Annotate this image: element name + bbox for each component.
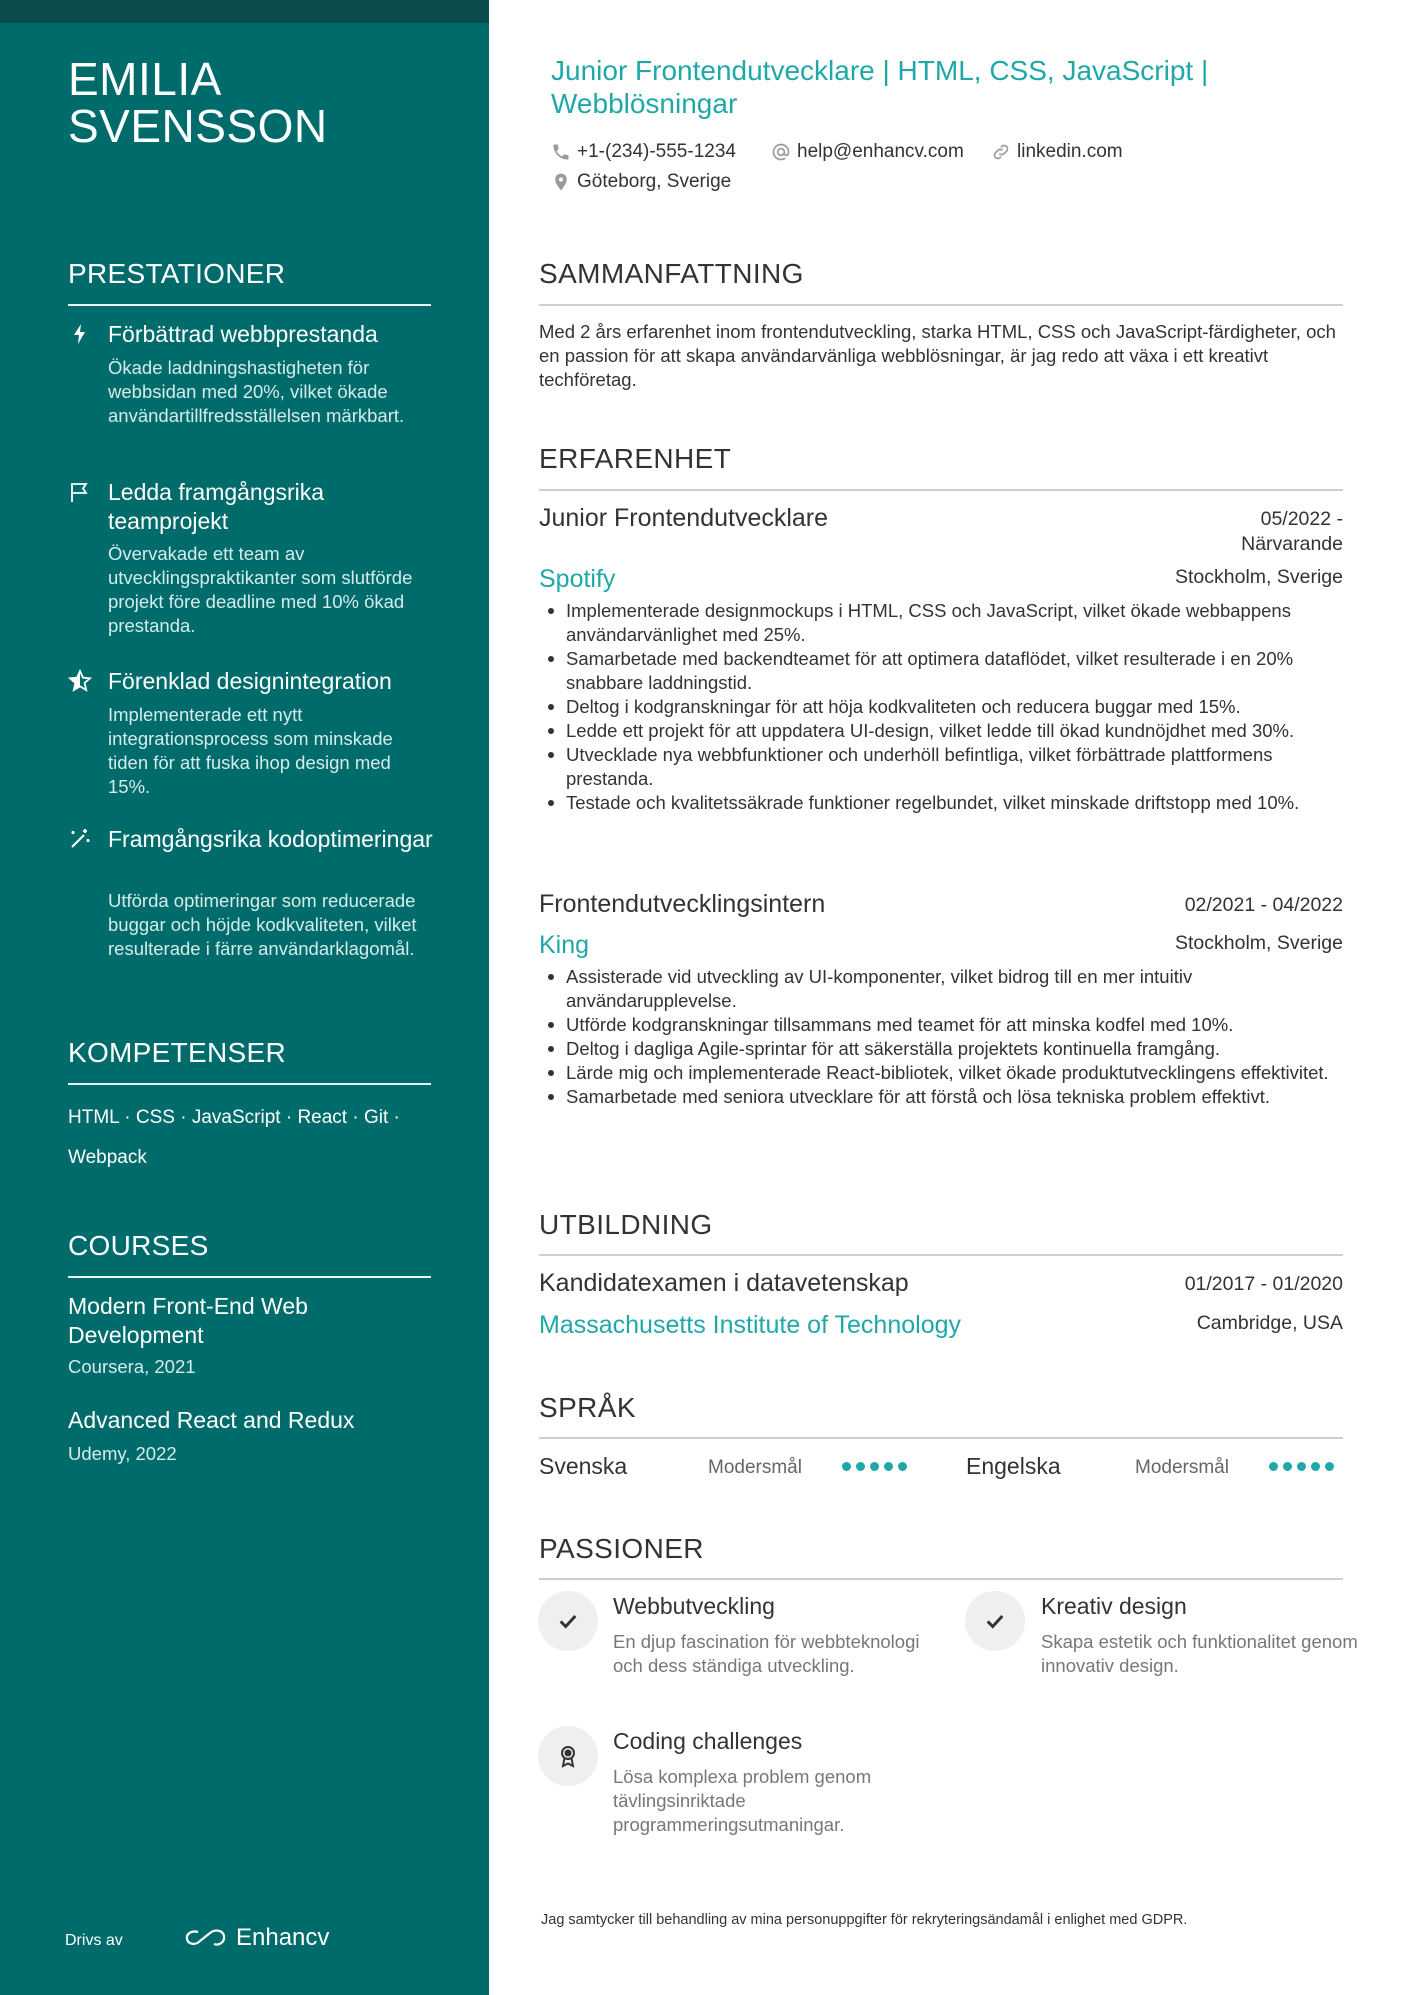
job-bullet: Lärde mig och implementerade React-bibliotek, vilket ökade produktutvecklingens effektivitet. — [566, 1061, 1346, 1085]
language-dot — [856, 1462, 865, 1471]
job-dates-end: Närvarande — [1241, 533, 1343, 555]
passion-desc: En djup fascination för webbteknologi och dess ständiga utveckling. — [613, 1631, 920, 1676]
headline: Junior Frontendutvecklare | HTML, CSS, JavaScript | Webblösningar — [551, 55, 1209, 119]
courses-title: COURSES — [68, 1230, 209, 1261]
linkedin-text: linkedin.com — [1017, 141, 1123, 162]
job-dates — [1241, 507, 1343, 557]
language-dot — [842, 1462, 851, 1471]
check-icon — [984, 1610, 1006, 1632]
skills-title: KOMPETENSER — [68, 1037, 287, 1068]
language-level: Modersmål — [708, 1457, 802, 1478]
check-icon — [557, 1610, 579, 1632]
passion-title: Coding challenges — [613, 1728, 803, 1754]
job-bullet: Assisterade vid utveckling av UI-komponenter, vilket bidrog till en mer intuitiv användarupplevelse. — [566, 965, 1346, 1013]
enhancv-logo[interactable] — [184, 1924, 329, 1952]
sidebar-top-bar — [0, 0, 489, 23]
course-meta: Udemy, 2022 — [68, 1443, 177, 1464]
job-location: Stockholm, Sverige — [1175, 566, 1343, 588]
education-dates: 01/2017 - 01/2020 — [1184, 1273, 1343, 1295]
languages-divider — [539, 1437, 1343, 1439]
language-dot — [884, 1462, 893, 1471]
job-bullet: Utförde kodgranskningar tillsammans med teamet för att minska kodfel med 10%. — [566, 1013, 1346, 1037]
candidate-name: EMILIA SVENSSON — [68, 53, 328, 153]
phone-text: +1-(234)-555-1234 — [577, 141, 736, 162]
language-dot — [1283, 1462, 1292, 1471]
achievements-title: PRESTATIONER — [68, 258, 286, 289]
summary-text: Med 2 års erfarenhet inom frontendutveckling, starka HTML, CSS och JavaScript-färdigheter, och en passion för att skapa användarvänliga webblösningar, är jag redo att växa i ett kreativt techföretag. — [539, 321, 1336, 390]
job-bullet: Deltog i kodgranskningar för att höja kodkvaliteten och reducera buggar med 15%. — [566, 695, 1346, 719]
achievement-title: Framgångsrika kodoptimeringar — [108, 826, 433, 852]
location-text: Göteborg, Sverige — [577, 171, 732, 192]
flag-icon — [68, 480, 92, 504]
achievement-title: Förbättrad webbprestanda — [108, 321, 378, 347]
skills-list — [68, 1098, 438, 1178]
job-company[interactable]: King — [539, 931, 590, 959]
job-bullet: Utvecklade nya webbfunktioner och underhöll befintliga, vilket förbättrade plattformens prestanda. — [566, 743, 1346, 791]
passion-icon-circle — [538, 1726, 598, 1786]
course-meta: Coursera, 2021 — [68, 1356, 196, 1377]
job-bullet: Testade och kvalitetssäkrade funktioner regelbundet, vilket minskade driftstopp med 10%. — [566, 791, 1346, 815]
achievement-desc: Utförda optimeringar som reducerade buggar och höjde kodkvaliteten, vilket resulterade i färre användarklagomål. — [108, 890, 417, 959]
course-title: Modern Front-End Web Development — [68, 1293, 308, 1348]
language-dot — [1325, 1462, 1334, 1471]
passion-title: Webbutveckling — [613, 1593, 775, 1619]
job-bullet: Deltog i dagliga Agile-sprintar för att säkerställa projektets kontinuella framgång. — [566, 1037, 1346, 1061]
achievement-desc: Ökade laddningshastigheten för webbsidan med 20%, vilket ökade användartillfredsställelsen märkbart. — [108, 357, 405, 426]
language-dot — [870, 1462, 879, 1471]
language-name: Svenska — [539, 1453, 628, 1479]
award-icon — [556, 1744, 580, 1768]
summary-divider — [539, 304, 1343, 306]
degree: Kandidatexamen i datavetenskap — [539, 1269, 909, 1297]
job-bullets — [566, 965, 1346, 1109]
passions-divider — [539, 1578, 1343, 1580]
job-company[interactable]: Spotify — [539, 565, 616, 593]
job-dates-start: 05/2022 - — [1260, 508, 1343, 530]
education-divider — [539, 1254, 1343, 1256]
job-bullet: Samarbetade med seniora utvecklare för att förstå och lösa tekniska problem effektivt. — [566, 1085, 1346, 1109]
skills-line: HTML · CSS · JavaScript · React · Git · — [68, 1107, 400, 1128]
courses-divider — [68, 1276, 431, 1278]
powered-by-label: Drivs av — [65, 1932, 123, 1949]
job-bullet: Ledde ett projekt för att uppdatera UI-design, vilket ledde till ökad kundnöjdhet med 30%. — [566, 719, 1346, 743]
languages-title: SPRÅK — [539, 1392, 636, 1423]
phone-icon — [551, 142, 571, 162]
star-icon — [68, 669, 92, 693]
language-name: Engelska — [966, 1453, 1061, 1479]
passion-desc: Skapa estetik och funktionalitet genom innovativ design. — [1041, 1631, 1358, 1676]
job-role: Junior Frontendutvecklare — [539, 504, 829, 532]
language-dots — [1269, 1462, 1334, 1471]
job-bullets — [566, 599, 1346, 815]
location-pin-icon — [551, 172, 571, 192]
contact-email[interactable] — [771, 141, 964, 163]
contact-linkedin[interactable] — [991, 141, 1123, 163]
school[interactable]: Massachusetts Institute of Technology — [539, 1311, 961, 1339]
job-role: Frontendutvecklingsintern — [539, 890, 826, 918]
email-text: help@enhancv.com — [797, 141, 964, 162]
passion-icon-circle — [538, 1591, 598, 1651]
achievement-title: Förenklad designintegration — [108, 668, 392, 694]
achievement-desc: Implementerade ett nytt integrationsprocess som minskade tiden för att fuska ihop design med 15%. — [108, 704, 393, 797]
skills-line: Webpack — [68, 1147, 147, 1168]
language-dots — [842, 1462, 907, 1471]
summary-title: SAMMANFATTNING — [539, 258, 804, 289]
passion-desc: Lösa komplexa problem genom tävlingsinriktade programmeringsutmaningar. — [613, 1766, 872, 1835]
gdpr-consent: Jag samtycker till behandling av mina personuppgifter för rekryteringsändamål i enlighet med GDPR. — [541, 1912, 1188, 1928]
contact-phone[interactable] — [551, 141, 736, 163]
job-bullet: Samarbetade med backendteamet för att optimera dataflödet, vilket resulterade i en 20% snabbare laddningstid. — [566, 647, 1346, 695]
at-icon — [771, 142, 791, 162]
passion-icon-circle — [965, 1591, 1025, 1651]
language-dot — [1311, 1462, 1320, 1471]
language-dot — [1269, 1462, 1278, 1471]
passions-title: PASSIONER — [539, 1533, 704, 1564]
passion-title: Kreativ design — [1041, 1593, 1187, 1619]
lightning-icon — [68, 322, 92, 346]
job-location: Stockholm, Sverige — [1175, 932, 1343, 954]
skills-divider — [68, 1083, 431, 1085]
job-dates: 02/2021 - 04/2022 — [1184, 894, 1343, 916]
language-level: Modersmål — [1135, 1457, 1229, 1478]
enhancv-logo-icon — [184, 1926, 228, 1950]
course-title: Advanced React and Redux — [68, 1407, 355, 1433]
language-dot — [898, 1462, 907, 1471]
magic-wand-icon — [68, 827, 92, 851]
education-title: UTBILDNING — [539, 1209, 713, 1240]
enhancv-brand-text: Enhancv — [236, 1924, 330, 1951]
education-location: Cambridge, USA — [1196, 1312, 1343, 1334]
experience-title: ERFARENHET — [539, 443, 732, 474]
achievement-title: Ledda framgångsrika teamprojekt — [108, 479, 325, 534]
achievement-desc: Övervakade ett team av utvecklingspraktikanter som slutförde projekt före deadline med 10% ökad prestanda. — [108, 543, 413, 636]
achievements-divider — [68, 304, 431, 306]
sidebar — [0, 0, 489, 1995]
link-icon — [991, 142, 1011, 162]
contact-location — [551, 171, 731, 193]
job-bullet: Implementerade designmockups i HTML, CSS och JavaScript, vilket ökade webbappens användarvänlighet med 25%. — [566, 599, 1346, 647]
language-dot — [1297, 1462, 1306, 1471]
experience-divider — [539, 489, 1343, 491]
